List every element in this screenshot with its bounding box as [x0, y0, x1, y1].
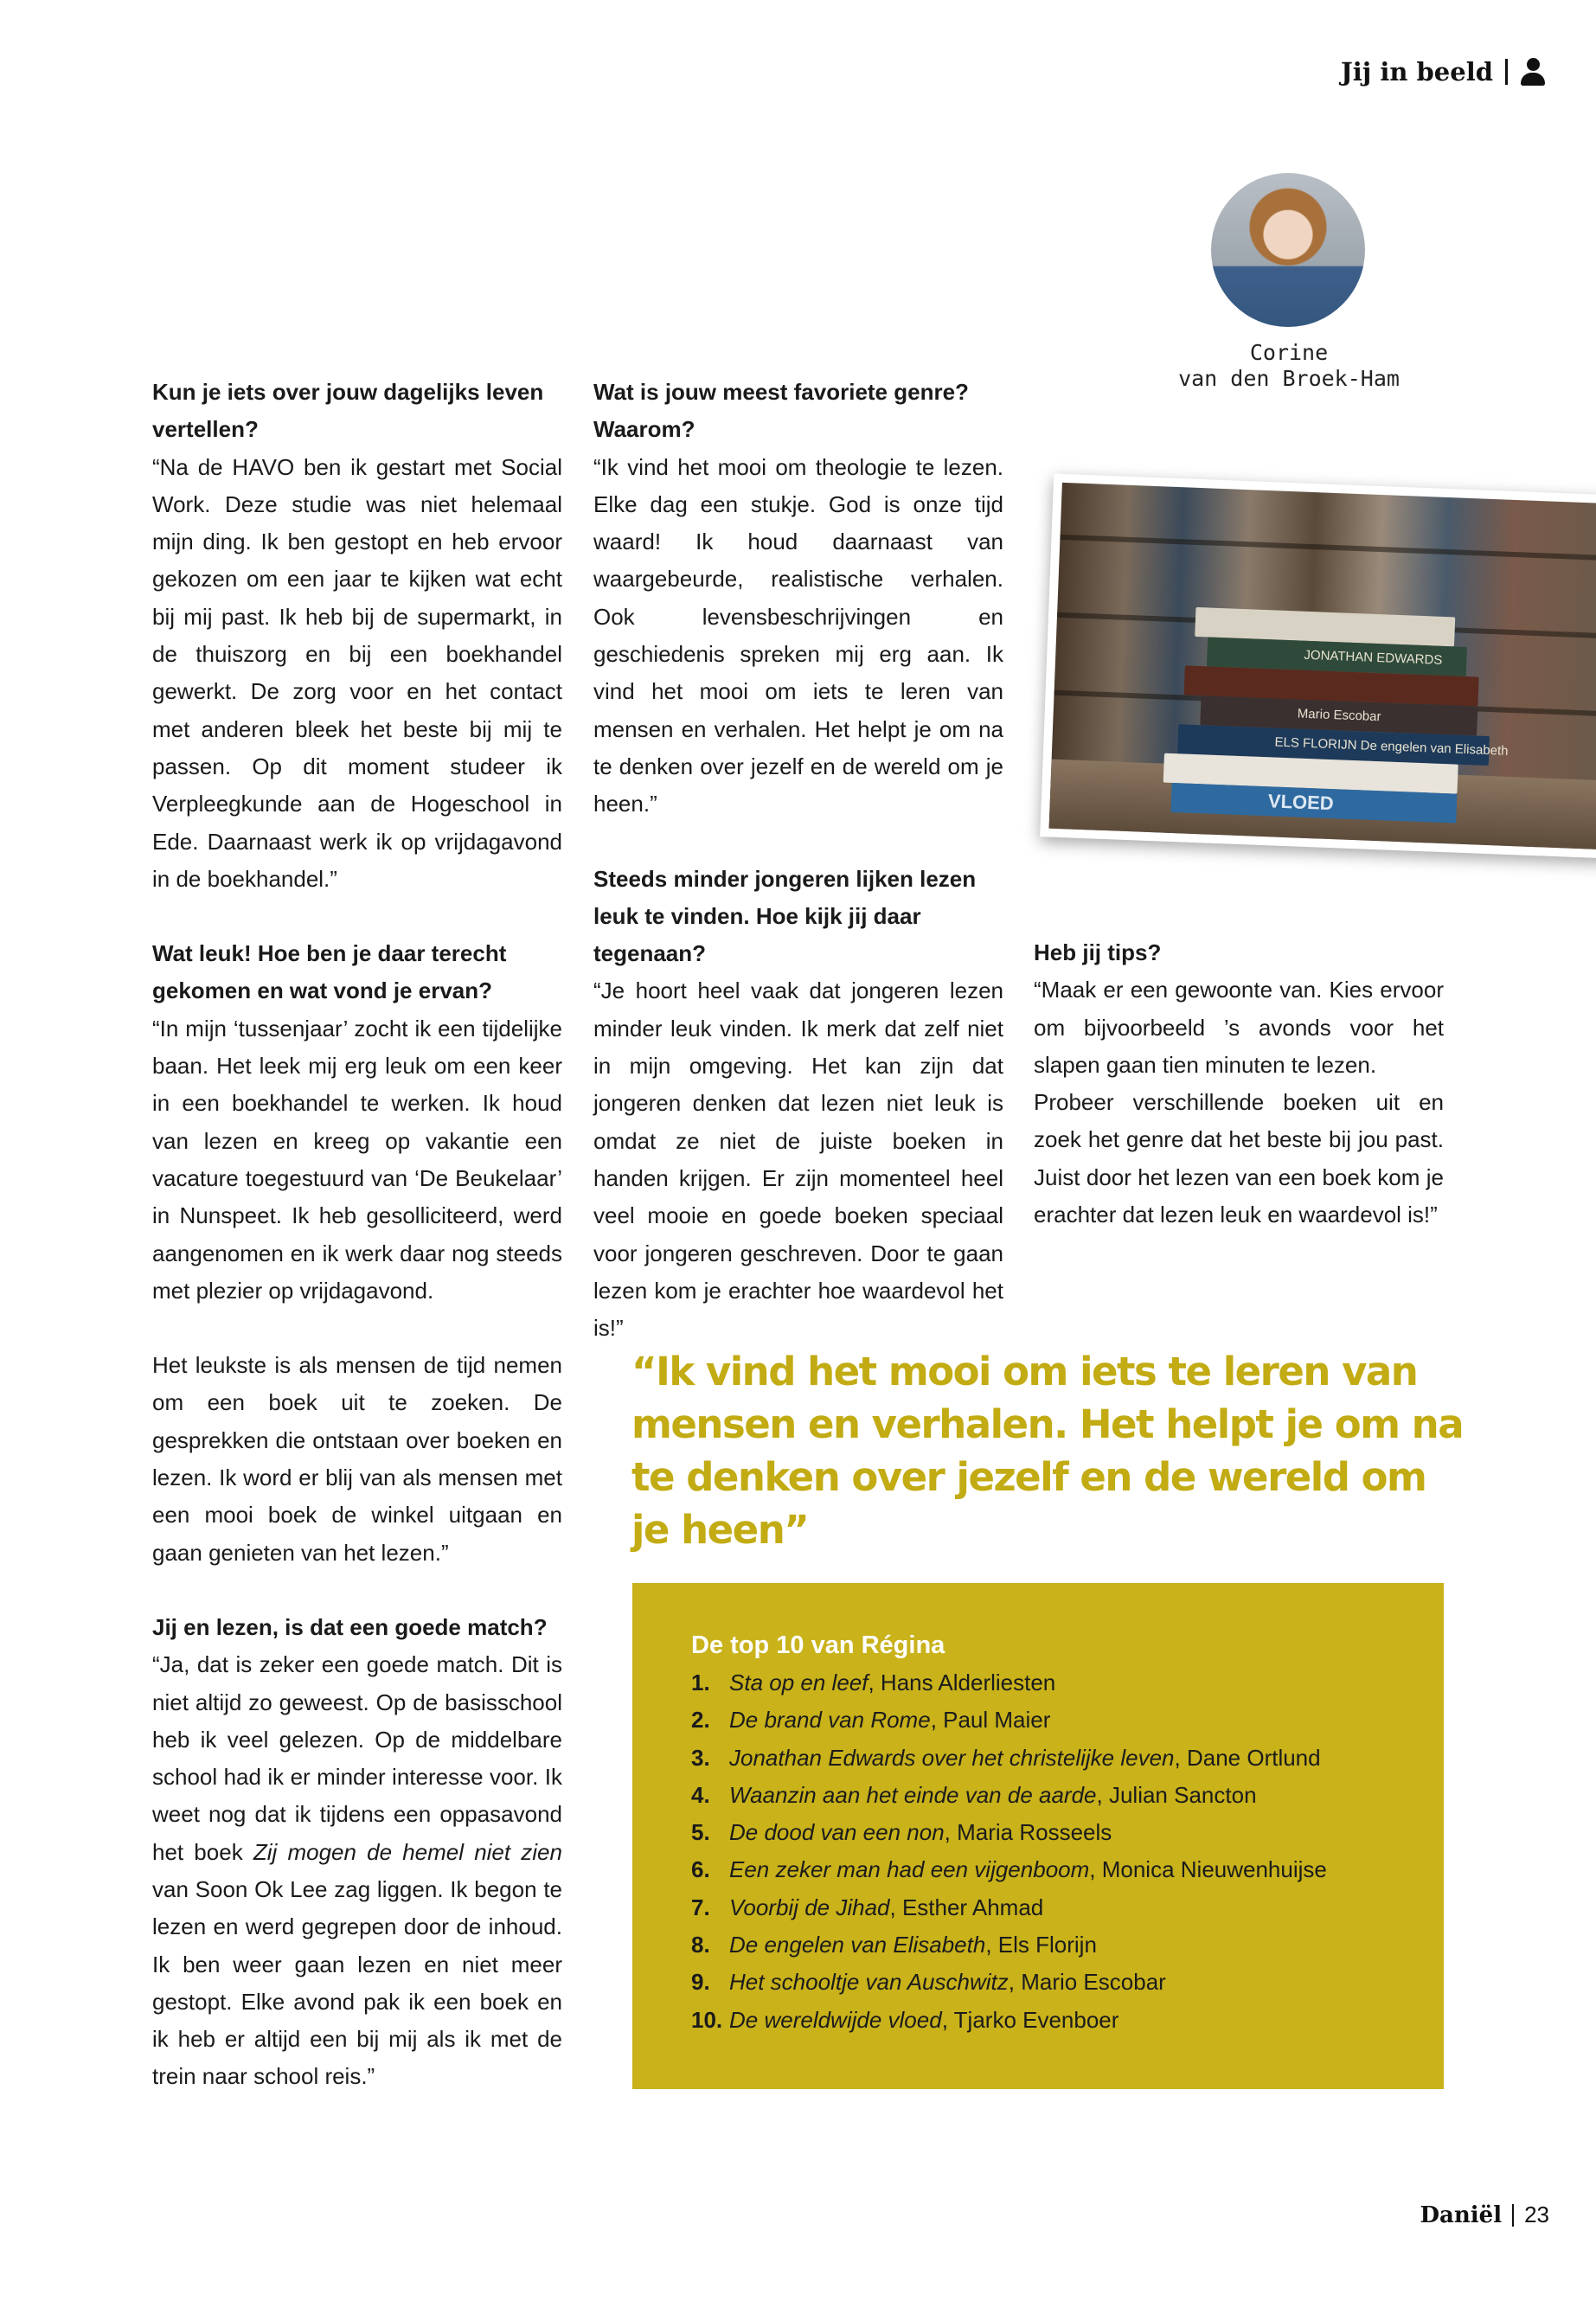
book-title-inline: Zij mogen de hemel niet zien	[253, 1838, 562, 1865]
list-item: 5. De dood van een non, Maria Rosseels	[691, 1819, 1112, 1846]
column-3	[1034, 934, 1444, 1234]
header-divider	[1505, 59, 1508, 85]
answer-genre: “Ik vind het mooi om theologie te lezen. Elke dag een stukje. God is onze tijd waard! Ik houd daarnaast van waargebeurde, realistische verhalen. Ook levensbeschrijvingen en geschiedenis spreken mij erg aan. Ik vind het mooi om iets te leren van mensen en verhalen. Het helpt je om na te denken over jezelf en de wereld om je heen.”	[593, 453, 1003, 817]
question-bookstore: Wat leuk! Hoe ben je daar terecht gekomen en wat vond je ervan?	[152, 940, 507, 1004]
list-item: 1. Sta op en leef, Hans Alderliesten	[691, 1670, 1056, 1695]
question-tips: Heb jij tips?	[1034, 939, 1162, 965]
photo-image	[1049, 483, 1596, 849]
answer-youth-reading: “Je hoort heel vaak dat jongeren lezen minder leuk vinden. Ik merk dat zelf niet in mijn omgeving. Het kan zijn dat jongeren denken dat lezen niet leuk is omdat ze niet de juiste boeken in handen krijgen. Er zijn momenteel heel veel mooie en goede boeken speciaal voor jongeren geschreven. Door te gaan lezen kom je erachter hoe waardevol het is!”	[593, 977, 1003, 1342]
question-youth-reading: Steeds minder jongeren lijken lezen leuk te vinden. Hoe kijk jij daar tegenaan?	[593, 865, 977, 967]
list-item: 6. Een zeker man had een vijgenboom, Monica Nieuwenhuijse	[691, 1856, 1327, 1883]
book-spine-2: Mario Escobar	[1297, 706, 1381, 725]
footer-divider	[1512, 2204, 1514, 2227]
book-stack-photo	[1040, 473, 1596, 858]
column-2	[593, 374, 1003, 1347]
answer-daily-life: “Na de HAVO ben ik gestart met Social Work. Deze studie was niet helemaal mijn ding. Ik ben gestopt en heb ervoor gekozen om een jaar te kijken wat echt bij mij past. Ik heb bij de supermarkt, in de thuiszorg en bij een boekhandel gewerkt. De zorg voor en het contact met anderen bleek het beste bij mij te passen. Op dit moment studeer ik Verpleegkunde aan de Hogeschool in Ede. Daarnaast werk ik op vrijdagavond in de boekhandel.”	[152, 453, 562, 892]
list-item: 3. Jonathan Edwards over het christelijke leven, Dane Ortlund	[691, 1744, 1321, 1771]
list-item: 4. Waanzin aan het einde van de aarde, Julian Sancton	[691, 1781, 1257, 1808]
top10-box	[632, 1583, 1444, 2089]
book-spine-3: ELS FLORIJN De engelen van Elisabeth	[1274, 734, 1509, 759]
list-item: 7. Voorbij de Jihad, Esther Ahmad	[691, 1894, 1044, 1920]
question-daily-life: Kun je iets over jouw dagelijks leven vertellen?	[152, 379, 544, 443]
portrait-caption	[1125, 340, 1453, 392]
question-reading-match: Jij en lezen, is dat een goede match?	[152, 1613, 548, 1640]
answer-tips: “Maak er een gewoonte van. Kies ervoor om bijvoorbeeld ’s avonds voor het slapen gaan tien minuten te lezen.	[1034, 977, 1444, 1078]
answer-tips-continued: Probeer verschillende boeken uit en zoek het genre dat het beste bij jou past. Juist door het lezen van een boek kom je erachter dat lezen leuk en waardevol is!”	[1034, 1089, 1444, 1228]
magazine-name: Daniël	[1420, 2202, 1503, 2228]
portrait-first-name: Corine	[1249, 340, 1329, 365]
section-header	[1341, 57, 1546, 87]
book-spine-4: VLOED	[1267, 790, 1335, 815]
pull-quote: “Ik vind het mooi om iets te leren van mensen en verhalen. Het helpt je om na te denken over jezelf en de wereld om je heen”	[631, 1349, 1464, 1553]
answer-bookstore: “In mijn ‘tussenjaar’ zocht ik een tijdelijke baan. Het leek mij erg leuk om een keer in een boekhandel te werken. Ik houd van lezen en kreeg op vakantie een vacature toegestuurd van ‘De Beukelaar’ in Nunspeet. Ik heb gesolliciteerd, werd aangenomen en ik werk daar nog steeds met plezier op vrijdagavond.	[152, 1015, 562, 1304]
page-footer	[1420, 2202, 1549, 2228]
answer-reading-match: “Ja, dat is zeker een goede match. Dit is niet altijd zo geweest. Op de basisschool heb ik veel gelezen. Op de middelbare school had ik er minder interesse voor. Ik weet nog dat ik tijdens een oppasavond het boek Zij mogen de hemel niet zien van Soon Ok Lee zag liggen. Ik begon te lezen en werd gegrepen door de inhoud. Ik ben weer gaan lezen en niet meer gestopt. Elke avond pak ik een boek en ik heb er altijd een bij mij als ik met de trein naar school reis.”	[152, 1651, 562, 2090]
section-title: Jij in beeld	[1341, 57, 1493, 87]
list-item: 10. De wereldwijde vloed, Tjarko Evenboer	[691, 2006, 1119, 2033]
list-item: 9. Het schooltje van Auschwitz, Mario Escobar	[691, 1969, 1166, 1996]
page-number: 23	[1524, 2202, 1549, 2227]
question-genre: Wat is jouw meest favoriete genre? Waarom?	[593, 379, 969, 443]
list-item: 8. De engelen van Elisabeth, Els Florijn	[691, 1932, 1097, 1958]
column-1	[152, 374, 562, 2096]
top10-title: De top 10 van Régina	[691, 1631, 945, 1659]
person-icon	[1520, 58, 1546, 86]
portrait-last-name: van den Broek-Ham	[1178, 366, 1400, 391]
portrait-photo	[1211, 173, 1365, 327]
list-item: 2. De brand van Rome, Paul Maier	[691, 1707, 1051, 1734]
book-spine-1: JONATHAN EDWARDS	[1304, 647, 1443, 668]
answer-bookstore-continued: Het leukste is als mensen de tijd nemen om een boek uit te zoeken. De gesprekken die ontstaan over boeken en lezen. Ik word er blij van als mensen met een mooi boek de winkel uitgaan en gaan genieten van het lezen.”	[152, 1352, 562, 1566]
top10-list	[691, 1664, 1409, 2039]
